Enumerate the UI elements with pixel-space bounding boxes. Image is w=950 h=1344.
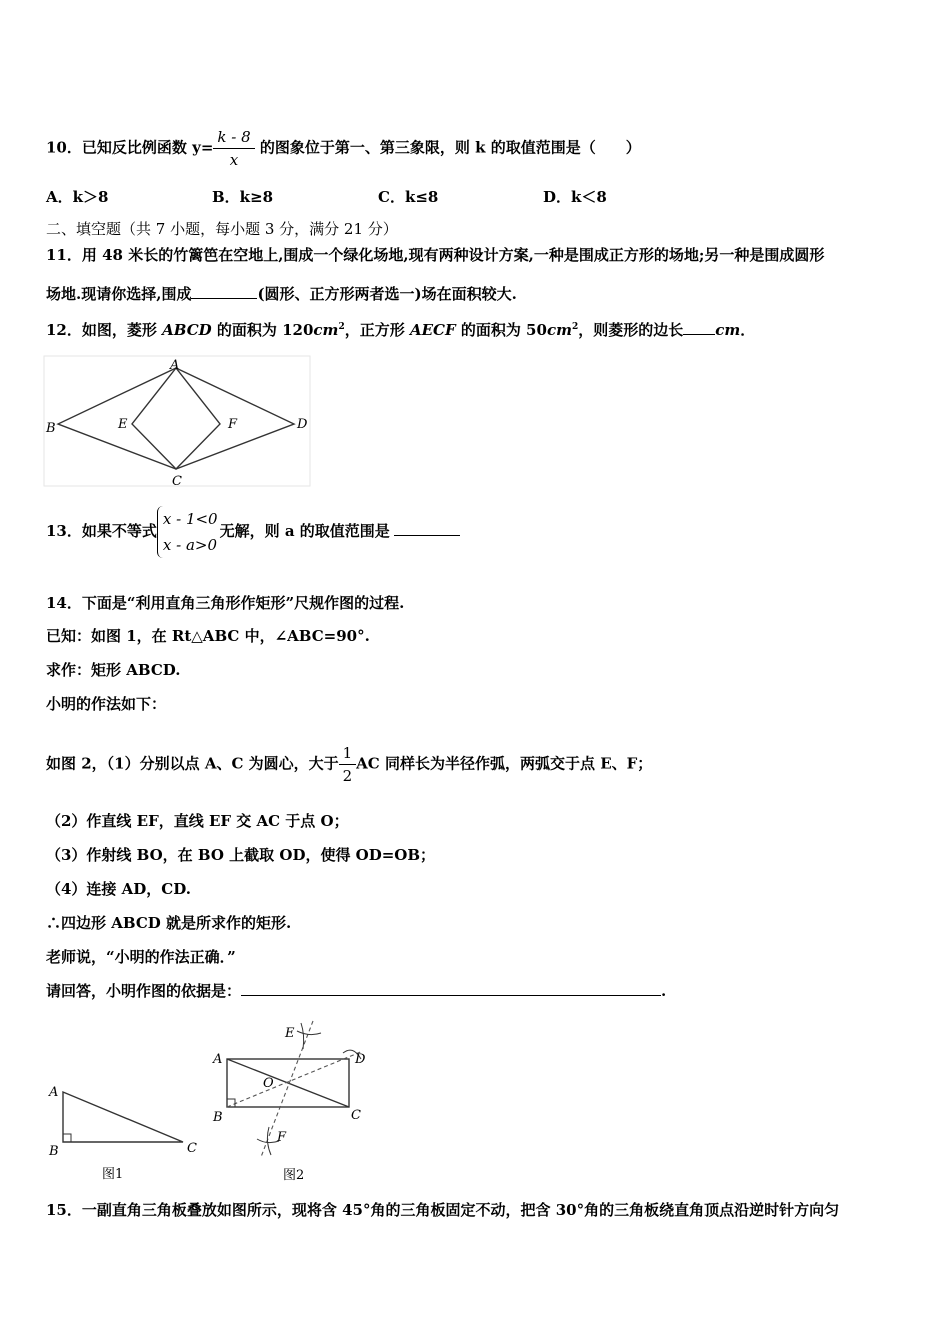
q10-fraction — [213, 126, 254, 171]
fig2-label-b: B — [213, 1110, 223, 1125]
q13-inequality-1: x - 1<0 — [162, 510, 218, 528]
q11-line2-suffix: (圆形、正方形两者选一)场在面积较大. — [257, 285, 517, 303]
q14-question-end: . — [661, 982, 667, 1000]
right-angle-mark — [227, 1099, 235, 1107]
q10-fraction-denominator: x — [229, 151, 239, 169]
q10-choice-c: C．k≤8 — [378, 188, 439, 206]
q11-line2 — [46, 284, 517, 304]
fig2-label-f: F — [277, 1130, 287, 1145]
q14-half-denominator: 2 — [342, 767, 353, 785]
q13-answer-blank[interactable] — [394, 521, 460, 536]
fig2-label-e: E — [285, 1026, 295, 1041]
q14-step3: （3）作射线 BO，在 BO 上截取 OD，使得 OD=OB； — [46, 846, 436, 864]
q13-suffix: 无解，则 a 的取值范围是 — [219, 522, 390, 540]
fig1-label-b: B — [49, 1144, 59, 1159]
q14-question-prefix: 请回答，小明作图的依据是： — [46, 982, 242, 1000]
q10-choice-b: B．k≥8 — [212, 188, 274, 206]
q13-prefix: 13．如果不等式 — [46, 522, 157, 540]
label-f: F — [228, 417, 238, 432]
q12-text-6: ． — [740, 321, 756, 339]
fig2-label-a: A — [213, 1052, 223, 1067]
q13-inequality-2: x - a>0 — [162, 536, 217, 554]
fig2-caption: 图2 — [283, 1168, 305, 1183]
q12-unit-3: cm — [715, 321, 741, 339]
q12-sup-1: 2 — [338, 322, 345, 332]
label-e: E — [118, 417, 128, 432]
arc-e-1 — [297, 1031, 321, 1035]
q12-stem — [46, 317, 755, 340]
q14-conclusion: ∴四边形 ABCD 就是所求作的矩形. — [46, 914, 292, 932]
q12-unit-2: cm — [546, 321, 572, 339]
q10-suffix: 的图象位于第一、第三象限，则 k 的取值范围是（ ） — [254, 138, 641, 157]
q14-line1: 14．下面是“利用直角三角形作矩形”尺规作图的过程. — [46, 594, 405, 612]
right-triangle-abc — [63, 1092, 183, 1142]
q11-line2-prefix: 场地.现请你选择,围成 — [46, 285, 192, 303]
q14-figure-1 — [44, 1080, 204, 1185]
q12-rhombus-name: ABCD — [162, 321, 212, 339]
fig2-label-d: D — [355, 1052, 366, 1067]
q10-fraction-numerator: k - 8 — [213, 126, 254, 149]
q14-teacher-comment: 老师说，“小明的作法正确．” — [46, 948, 236, 966]
q14-step1-suffix: AC 同样长为半径作弧，两弧交于点 E、F； — [356, 754, 653, 773]
q12-text-1: 12．如图，菱形 — [46, 321, 163, 339]
q10-stem — [46, 126, 641, 171]
q11-answer-blank[interactable] — [191, 284, 257, 299]
q12-text-2: 的面积为 120 — [211, 321, 314, 339]
q13-inequality-system — [157, 506, 218, 558]
q12-square-name: AECF — [409, 321, 456, 339]
section-heading: 二、填空题（共 7 小题，每小题 3 分，满分 21 分） — [46, 220, 398, 238]
q12-text-4: 的面积为 50 — [455, 321, 547, 339]
arc-f-2 — [267, 1127, 271, 1155]
q12-sup-2: 2 — [571, 322, 579, 332]
fig1-caption: 图1 — [102, 1167, 124, 1182]
figure-frame — [44, 356, 310, 486]
q14-figure-2 — [205, 1015, 385, 1185]
label-a: A — [170, 358, 180, 373]
q15-line1: 15．一副直角三角板叠放如图所示，现将含 45°角的三角板固定不动，把含 30°角的三角板绕直角顶点沿逆时针方向匀 — [46, 1201, 840, 1219]
q12-text-3: ，正方形 — [344, 321, 410, 339]
q14-step4: （4）连接 AD，CD. — [46, 880, 191, 898]
q14-half-fraction — [339, 742, 357, 787]
fig2-label-o: O — [263, 1076, 274, 1091]
q10-number: 10． — [46, 138, 82, 157]
q14-step2: （2）作直线 EF，直线 EF 交 AC 于点 O； — [46, 812, 349, 830]
q13-stem — [46, 506, 460, 558]
label-d: D — [297, 417, 308, 432]
q14-half-numerator: 1 — [339, 742, 357, 765]
q14-answer-blank[interactable] — [241, 981, 661, 996]
fig1-label-a: A — [49, 1085, 59, 1100]
arc-e-2 — [301, 1023, 304, 1049]
right-angle-mark — [63, 1134, 71, 1142]
q12-unit-1: cm — [313, 321, 339, 339]
q14-step1-prefix: 如图 2，（1）分别以点 A、C 为圆心，大于 — [46, 754, 339, 773]
q10-choice-d: D．k＜8 — [543, 188, 607, 206]
fig2-label-c: C — [351, 1108, 361, 1123]
q14-method-intro: 小明的作法如下： — [46, 695, 167, 713]
rhombus-abcd — [58, 368, 294, 469]
label-c: C — [172, 474, 182, 489]
q12-text-5: ，则菱形的边长 — [578, 321, 684, 339]
q14-given: 已知：如图 1，在 Rt△ABC 中，∠ABC=90°. — [46, 627, 370, 645]
q10-prefix: 已知反比例函数 y= — [81, 138, 214, 157]
q14-step1 — [46, 742, 652, 787]
label-b: B — [46, 421, 56, 436]
diagonal-ac — [227, 1059, 349, 1107]
q14-question — [46, 981, 666, 1001]
q12-rhombus-figure — [44, 356, 314, 491]
q11-line1: 11．用 48 米长的竹篱笆在空地上,围成一个绿化场地,现有两种设计方案,一种是围成正方形的场地;另一种是围成圆形 — [46, 246, 825, 264]
fig1-label-c: C — [187, 1141, 197, 1156]
q12-answer-blank[interactable] — [683, 320, 715, 335]
q14-construct: 求作：矩形 ABCD. — [46, 661, 181, 679]
q10-choice-a: A．k＞8 — [46, 188, 109, 206]
